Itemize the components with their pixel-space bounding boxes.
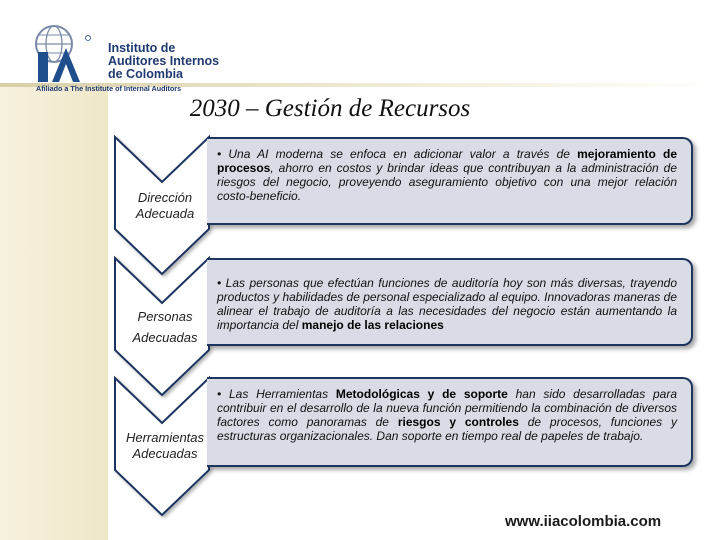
text-segment: , ahorro en costos y brindar ideas que contribuyan a la administración de riesgos del negocio, proveyendo aseguramiento objetivo con una mejor relación costo-beneficio. [217, 161, 677, 203]
row-label-personas: Personas Adecuadas [132, 309, 198, 345]
org-name-line3: de Colombia [108, 67, 184, 81]
org-name-line1: Instituto de [108, 41, 176, 55]
row-label-direccion: Dirección Adecuada [135, 190, 195, 221]
text-box-personas [207, 258, 693, 346]
text-box-direccion-content [217, 147, 677, 203]
text-box-direccion [207, 137, 693, 225]
text-segment: Las personas que efectúan funciones de auditoría hoy son más diversas, trayendo productos y habilidades de personal especializado al equipo. Innovadoras maneras de alinear el trabajo de auditoría a las necesidades del negocio están aumentando la importancia del [217, 276, 677, 332]
website-link[interactable]: www.iiacolombia.com [505, 513, 662, 530]
text-segment: de procesos, funciones y estructuras organizacionales. Dan soporte en tiempo real de papeles de trabajo. [217, 415, 678, 443]
text-box-herramientas [207, 377, 693, 467]
org-name [108, 42, 219, 81]
text-box-herramientas-content [217, 387, 677, 443]
text-segment: han sido desarrolladas para contribuir en el desarrollo de la nueva función permitiendo la combinación de diversos factores como panoramas de [217, 387, 677, 429]
bullet: • [217, 276, 222, 290]
text-segment: Las Herramientas [228, 387, 336, 401]
slide-title [0, 95, 720, 123]
text-segment: Una AI moderna se enfoca en adicionar valor a través de [228, 147, 578, 161]
iia-globe-logo [30, 22, 108, 84]
text-emphasis: Metodológicas y de soporte [335, 387, 508, 401]
text-emphasis: mejoramiento de procesos [217, 147, 677, 175]
bullet: • [217, 147, 222, 161]
row-label-herramientas: Herramientas Adecuadas [125, 430, 205, 461]
left-decorative-band [0, 85, 108, 540]
affiliation-text: Afiliado a The Institute of Internal Auditors [36, 84, 182, 93]
text-box-personas-content [217, 276, 677, 332]
text-emphasis: riesgos y controles [397, 415, 519, 429]
text-emphasis: manejo de las relaciones [301, 318, 444, 332]
bullet: • [217, 387, 222, 401]
slide-title-text: 2030 – Gestión de Recursos [189, 95, 471, 122]
org-name-line2: Auditores Internos [108, 54, 220, 68]
